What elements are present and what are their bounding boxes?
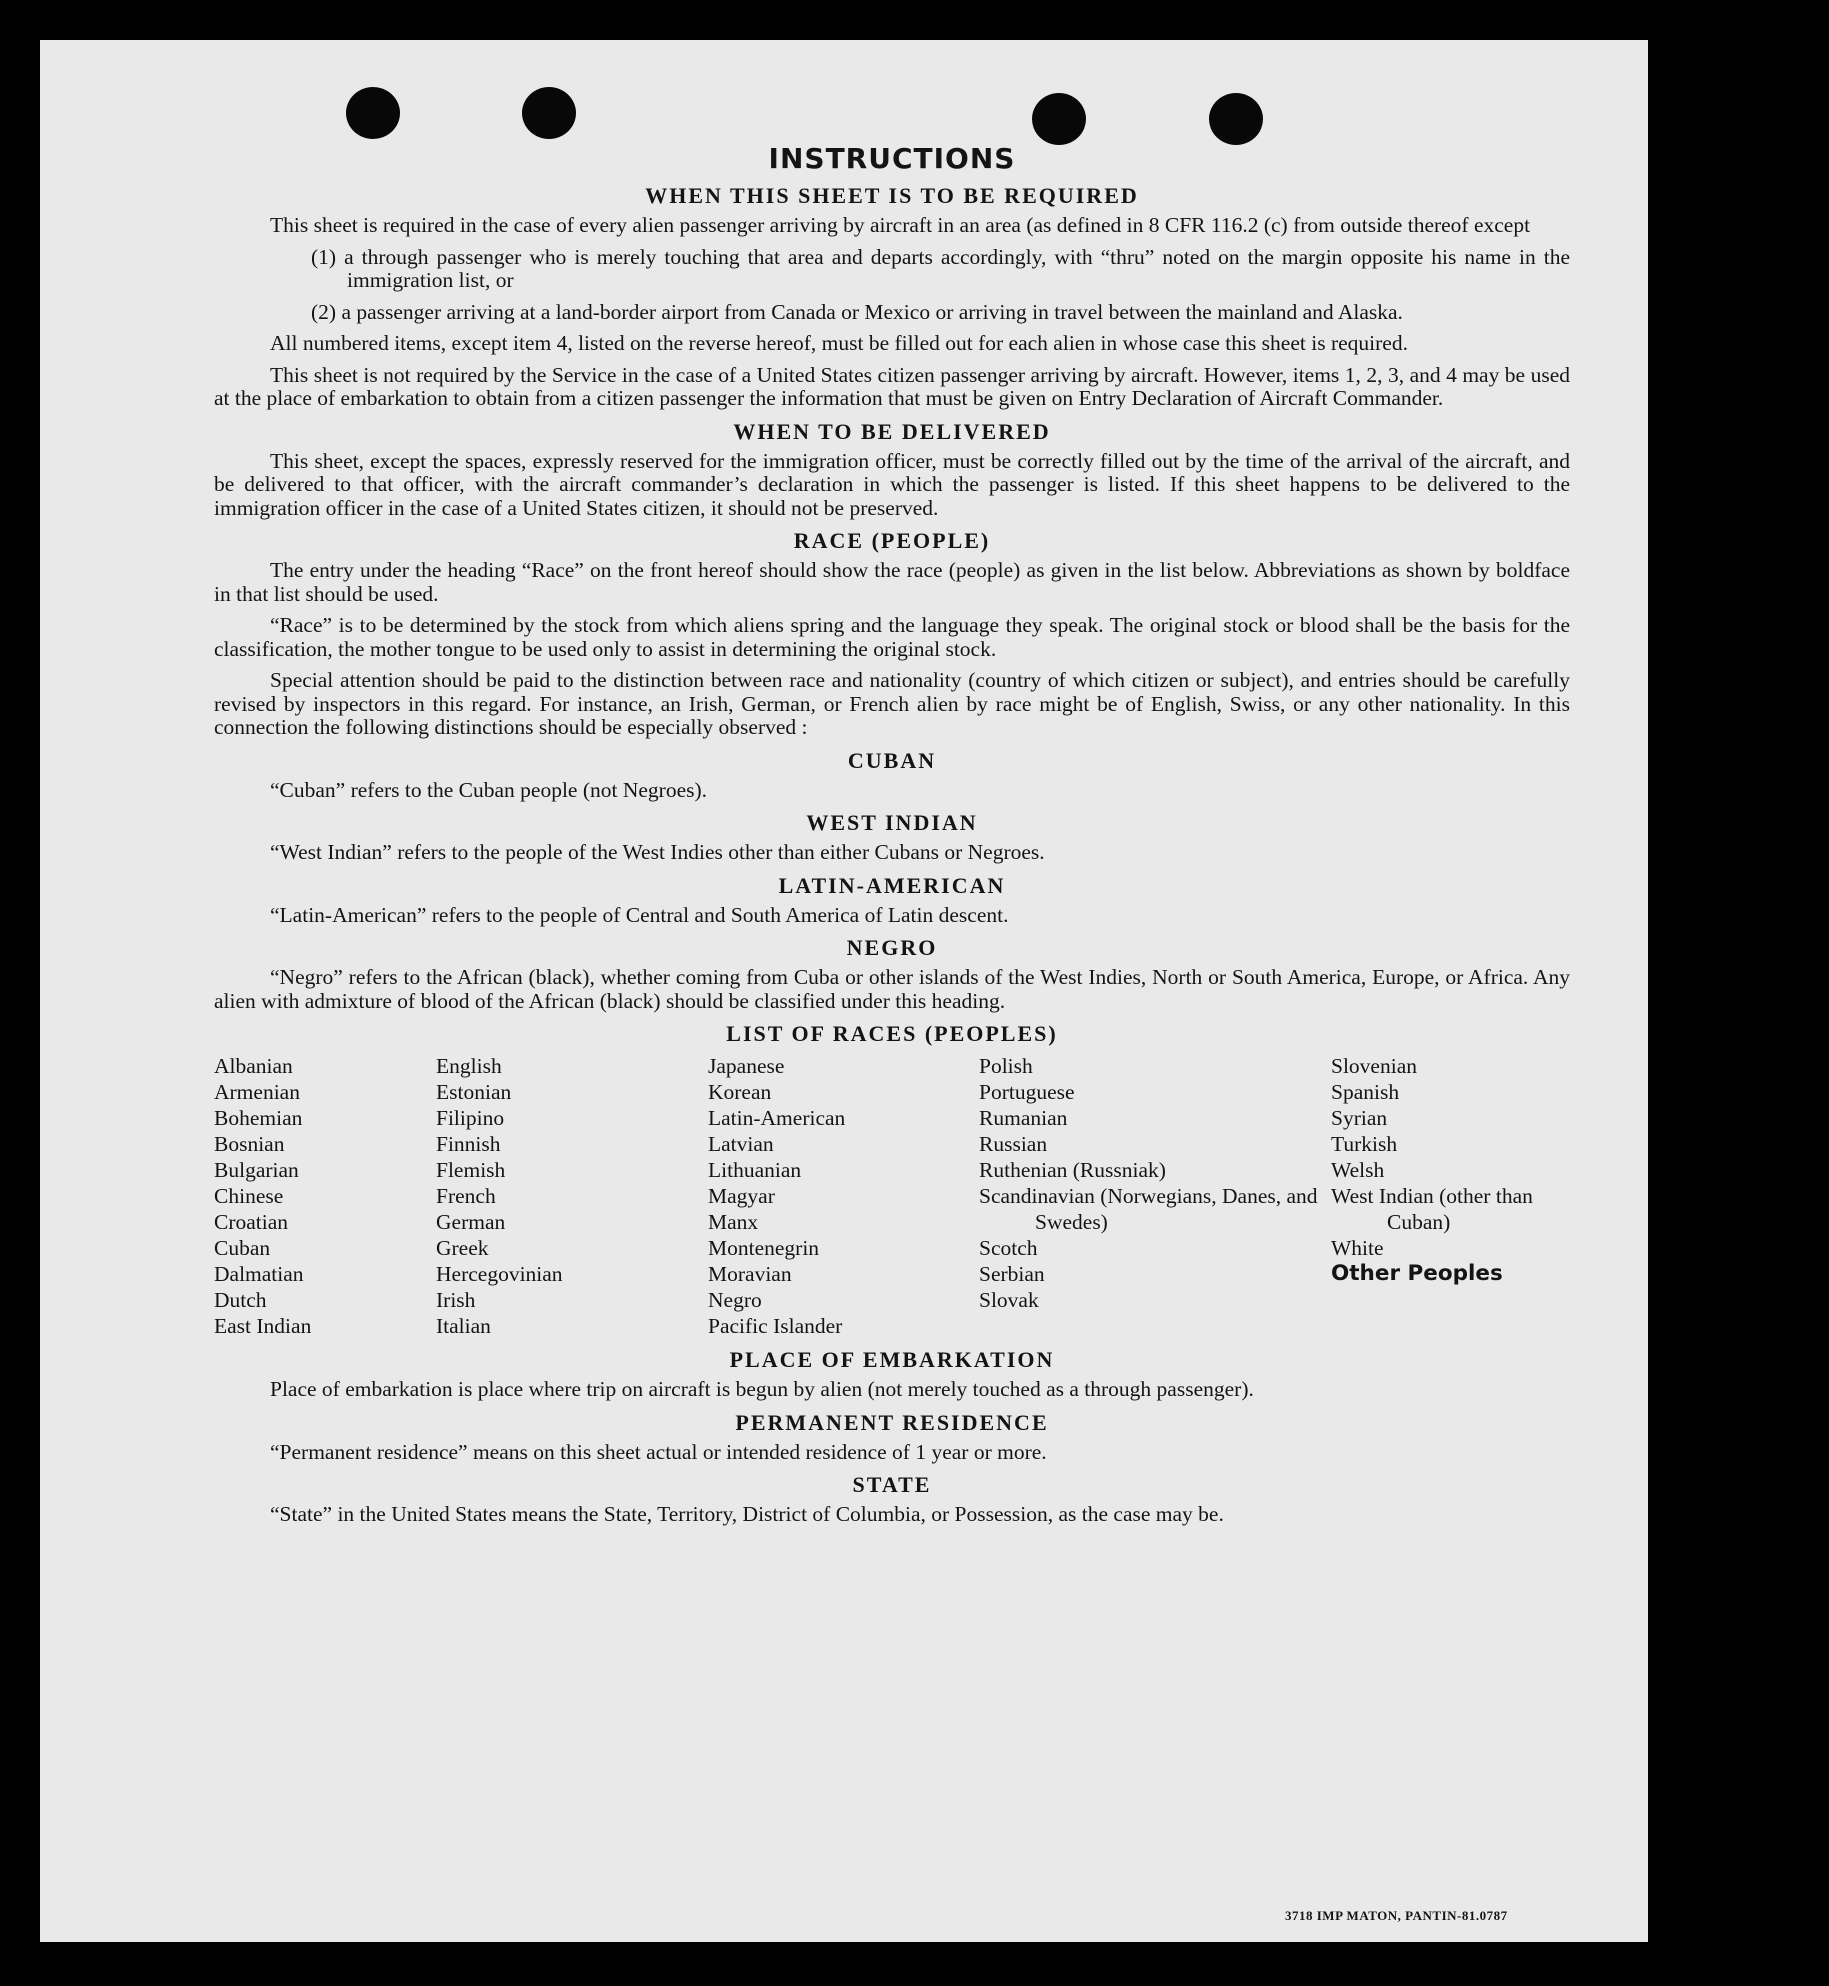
race-item: Polish [979, 1054, 1033, 1078]
race-item: Negro [708, 1288, 762, 1312]
race-item: Scotch [979, 1236, 1038, 1260]
section-heading: RACE (PEOPLE) [793, 528, 991, 553]
section-heading: PLACE OF EMBARKATION [729, 1347, 1055, 1372]
races-column [436, 1053, 708, 1339]
race-item: Flemish [436, 1158, 506, 1182]
section-heading: NEGRO [846, 935, 938, 960]
section-heading: STATE [852, 1472, 932, 1497]
races-column [708, 1053, 979, 1339]
race-item: Latin-American [708, 1106, 846, 1130]
race-item: Rumanian [979, 1106, 1068, 1130]
section-heading: LIST OF RACES (PEOPLES) [726, 1021, 1058, 1046]
races-column [1331, 1053, 1570, 1339]
race-item: Dalmatian [214, 1262, 304, 1286]
paragraph: This sheet is not required by the Service in the case of a United States citizen passenger arriving by aircraft. However, items 1, 2, 3, and 4 may be used at the place of embarkation to obtain from a citizen passenger the information that must be given on Entry Declaration of Aircraft Commander. [214, 362, 1570, 410]
race-item: Latvian [708, 1132, 774, 1156]
race-item: Bulgarian [214, 1158, 299, 1182]
race-item: Irish [436, 1288, 476, 1312]
race-item: Russian [979, 1132, 1048, 1156]
section-heading: WHEN THIS SHEET IS TO BE REQUIRED [645, 183, 1139, 208]
punch-hole [1209, 93, 1263, 145]
race-item: Slovenian [1331, 1054, 1417, 1078]
paragraph: Place of embarkation is place where trip on aircraft is begun by alien (not merely touched as a through passenger). [270, 1377, 1254, 1401]
page-title: INSTRUCTIONS [768, 142, 1016, 175]
race-item: West Indian (other than Cuban) [1331, 1184, 1533, 1234]
race-item: Armenian [214, 1080, 300, 1104]
paragraph: The entry under the heading “Race” on the front hereof should show the race (people) as given in the list below. Abbreviations as shown by boldface in that list should be used. [214, 558, 1570, 606]
section-heading: WEST INDIAN [806, 810, 978, 835]
race-item: English [436, 1054, 502, 1078]
race-item: White [1331, 1236, 1384, 1260]
race-item: Ruthenian (Russniak) [979, 1158, 1166, 1182]
punch-hole [522, 87, 576, 139]
punch-hole [1032, 93, 1086, 145]
race-item: Spanish [1331, 1080, 1400, 1104]
race-item: Italian [436, 1314, 491, 1338]
race-item: Turkish [1331, 1132, 1398, 1156]
race-item: Japanese [708, 1054, 785, 1078]
race-item: Montenegrin [708, 1236, 820, 1260]
section-heading: PERMANENT RESIDENCE [735, 1409, 1049, 1435]
race-item: Cuban [214, 1236, 271, 1260]
paragraph: “West Indian” refers to the people of the West Indies other than either Cubans or Negroes. [270, 840, 1045, 864]
paragraph: “Permanent residence” means on this sheet actual or intended residence of 1 year or more. [270, 1439, 1047, 1464]
document-body [214, 142, 1570, 1535]
section-heading: CUBAN [847, 747, 937, 773]
race-item: Pacific Islander [708, 1314, 843, 1338]
paragraph: “Cuban” refers to the Cuban people (not Negroes). [270, 777, 708, 802]
race-item: Bohemian [214, 1106, 303, 1130]
race-item: Slovak [979, 1288, 1039, 1312]
printer-imprint: 3718 IMP MATON, PANTIN-81.0787 [1285, 1908, 1508, 1923]
race-item: Bosnian [214, 1132, 285, 1156]
paragraph: Special attention should be paid to the distinction between race and nationality (country of which citizen or subject), and entries should be carefully revised by inspectors in this regard. For instance, an Irish, German, or French alien by race might be of English, Swiss, or any other nationality. In this connection the following distinctions should be especially observed : [214, 668, 1570, 739]
punch-hole [346, 87, 400, 139]
races-list [214, 1053, 1570, 1339]
paragraph: All numbered items, except item 4, listed on the reverse hereof, must be filled out for each alien in whose case this sheet is required. [270, 331, 1408, 355]
race-item: Estonian [436, 1080, 512, 1104]
paragraph: “Latin-American” refers to the people of Central and South America of Latin descent. [270, 902, 1009, 927]
section-heading: WHEN TO BE DELIVERED [733, 418, 1051, 444]
race-item: Filipino [436, 1106, 505, 1130]
races-column [214, 1053, 436, 1339]
race-item: East Indian [214, 1314, 312, 1338]
paragraph: This sheet is required in the case of every alien passenger arriving by aircraft in an area (as defined in 8 CFR 116.2 (c) from outside thereof except [270, 213, 1531, 237]
paragraph: “Race” is to be determined by the stock from which aliens spring and the language they speak. The original stock or blood shall be the basis for the classification, the mother tongue to be used only to assist in determining the original stock. [214, 613, 1570, 661]
race-item: Greek [436, 1236, 489, 1260]
race-item: Croatian [214, 1210, 289, 1234]
list-item: (1) a through passenger who is merely touching that area and departs accordingly, with “thru” noted on the margin opposite his name in the immigration list, or [311, 244, 1570, 292]
paragraph: “Negro” refers to the African (black), whether coming from Cuba or other islands of the West Indies, North or South America, Europe, or Africa. Any alien with admixture of blood of the African (black) should be classified under this heading. [214, 965, 1570, 1013]
race-item: Lithuanian [708, 1158, 802, 1182]
race-item: Portuguese [979, 1080, 1075, 1104]
races-column [979, 1053, 1331, 1339]
race-item: Other Peoples [1331, 1261, 1503, 1286]
race-item: German [436, 1210, 506, 1234]
list-item: (2) a passenger arriving at a land-border airport from Canada or Mexico or arriving in travel between the mainland and Alaska. [311, 299, 1403, 324]
race-item: Albanian [214, 1054, 293, 1078]
race-item: Chinese [214, 1184, 284, 1208]
race-item: Scandinavian (Norwegians, Danes, and Swedes) [979, 1184, 1318, 1234]
document-page [40, 40, 1648, 1942]
race-item: Welsh [1331, 1158, 1385, 1182]
race-item: Manx [708, 1210, 759, 1234]
paragraph: This sheet, except the spaces, expressly reserved for the immigration officer, must be correctly filled out by the time of the arrival of the aircraft, and be delivered to that officer, with the aircraft commander’s declaration in which the passenger is listed. If this sheet happens to be delivered to the immigration officer in the case of a United States citizen, it should not be preserved. [214, 448, 1570, 520]
race-item: Magyar [708, 1184, 775, 1208]
race-item: Syrian [1331, 1106, 1388, 1130]
section-heading: LATIN-AMERICAN [778, 872, 1006, 898]
race-item: Finnish [436, 1132, 501, 1156]
race-item: Dutch [214, 1288, 267, 1312]
race-item: Serbian [979, 1262, 1045, 1286]
race-item: Moravian [708, 1262, 792, 1286]
race-item: Korean [708, 1080, 772, 1104]
race-item: French [436, 1184, 496, 1208]
race-item: Hercegovinian [436, 1262, 563, 1286]
paragraph: “State” in the United States means the State, Territory, District of Columbia, or Possession, as the case may be. [270, 1502, 1224, 1526]
